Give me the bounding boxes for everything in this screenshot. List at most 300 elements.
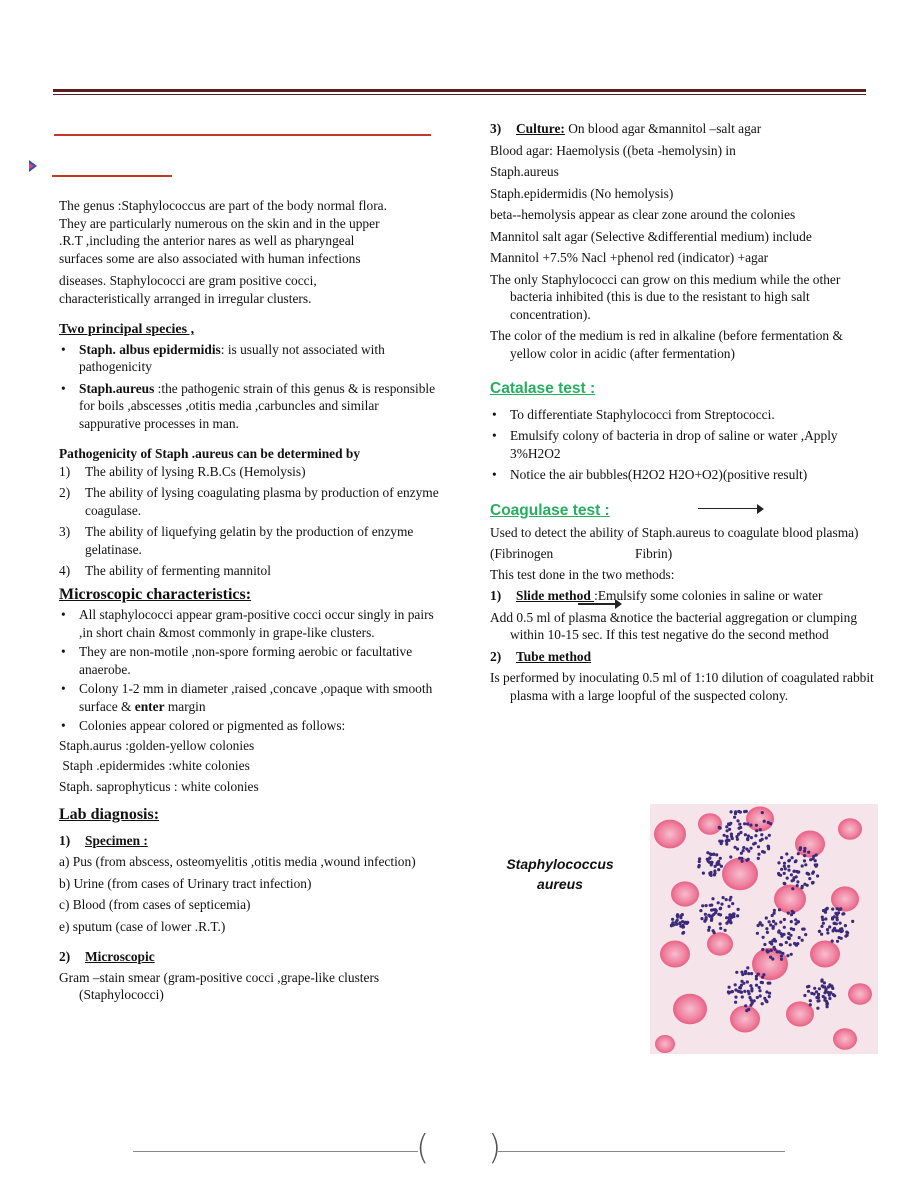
coccus bbox=[681, 932, 684, 935]
coccus bbox=[722, 896, 725, 899]
coccus bbox=[744, 970, 747, 973]
coccus bbox=[742, 846, 745, 849]
coccus bbox=[807, 985, 810, 988]
coccus bbox=[728, 913, 731, 916]
list-item: • To differentiate Staphylococci from Streptococci. bbox=[490, 406, 880, 424]
coccus bbox=[812, 870, 815, 873]
coccus bbox=[730, 835, 733, 838]
list-item bbox=[59, 463, 443, 481]
page-bracket-left: ( bbox=[416, 1128, 430, 1168]
coccus bbox=[840, 930, 843, 933]
footer-line-left bbox=[133, 1151, 418, 1152]
coccus bbox=[747, 1008, 750, 1011]
coccus bbox=[763, 943, 766, 946]
coccus bbox=[679, 916, 682, 919]
coccus bbox=[809, 999, 812, 1002]
coccus bbox=[774, 940, 777, 943]
coccus bbox=[700, 917, 703, 920]
list-item bbox=[59, 680, 443, 715]
coccus bbox=[727, 990, 730, 993]
coccus bbox=[807, 990, 810, 993]
coccus bbox=[780, 955, 783, 958]
coccus bbox=[728, 916, 731, 919]
coccus bbox=[771, 914, 774, 917]
slide-method-text: :Emulsify some colonies in saline or water bbox=[594, 588, 823, 603]
coccus bbox=[717, 868, 720, 871]
coccus bbox=[769, 956, 772, 959]
coccus bbox=[715, 853, 718, 856]
coccus bbox=[821, 978, 824, 981]
coccus bbox=[768, 982, 771, 985]
coccus bbox=[749, 824, 752, 827]
coccus bbox=[765, 927, 768, 930]
item-number: 1) bbox=[59, 832, 71, 848]
list-item bbox=[59, 380, 443, 433]
coccus bbox=[741, 860, 744, 863]
item-number: 2) bbox=[59, 485, 71, 500]
coccus bbox=[828, 983, 831, 986]
microscopic-list bbox=[59, 606, 443, 735]
coccus bbox=[734, 996, 737, 999]
coccus bbox=[758, 986, 761, 989]
coccus bbox=[773, 909, 776, 912]
coccus bbox=[780, 958, 783, 961]
coccus bbox=[740, 857, 743, 860]
coccus bbox=[698, 860, 701, 863]
intro-line: They are particularly numerous on the skin and in the upper bbox=[59, 215, 380, 231]
coccus bbox=[815, 863, 818, 866]
pathogenicity-list bbox=[59, 463, 443, 580]
coccus bbox=[780, 868, 783, 871]
coccus bbox=[738, 827, 741, 830]
coccus bbox=[770, 949, 773, 952]
tube-method-heading: Tube method bbox=[516, 648, 592, 664]
species-text: : is usually not associated with pathogenicity bbox=[79, 341, 385, 374]
coccus bbox=[736, 838, 739, 841]
slide-method-line bbox=[490, 587, 880, 605]
coccus bbox=[804, 933, 807, 936]
tube-method-line bbox=[490, 648, 880, 666]
coccus bbox=[729, 921, 732, 924]
lab-diagnosis-heading: Lab diagnosis: bbox=[59, 806, 160, 823]
specimen-item: e) sputum (case of lower .R.T.) bbox=[59, 918, 226, 934]
coccus bbox=[737, 833, 740, 836]
coccus bbox=[710, 863, 713, 866]
coccus bbox=[787, 936, 790, 939]
red-cell bbox=[660, 941, 690, 968]
culture-paragraph: The color of the medium is red in alkaline (before fermentation & yellow color in acidic (after fermentation) bbox=[490, 328, 843, 361]
coccus bbox=[761, 1002, 764, 1005]
coccus bbox=[780, 856, 783, 859]
coccus bbox=[760, 981, 763, 984]
specimen-item: b) Urine (from cases of Urinary tract infection) bbox=[59, 875, 312, 891]
coccus bbox=[792, 878, 795, 881]
culture-heading-line bbox=[490, 120, 880, 138]
species-name: Staph.aureus bbox=[79, 380, 155, 396]
slide-method-paragraph: Add 0.5 ml of plasma &notice the bacterial aggregation or clumping within 10-15 sec. If this test negative do the second method bbox=[490, 609, 858, 642]
coccus bbox=[727, 839, 730, 842]
culture-paragraph: The only Staphylococci can grow on this medium while the other bacteria inhibited (this is due to the resistant to high salt concentration). bbox=[490, 271, 841, 322]
footer-line-right bbox=[498, 1151, 785, 1152]
coccus bbox=[779, 943, 782, 946]
coccus bbox=[707, 929, 710, 932]
coccus bbox=[782, 933, 785, 936]
coccus bbox=[816, 1007, 819, 1010]
coccus bbox=[766, 931, 769, 934]
coccus bbox=[783, 918, 786, 921]
coccus bbox=[795, 875, 798, 878]
coccus bbox=[792, 870, 795, 873]
intro-line: diseases. Staphylococci are gram positive cocci, bbox=[59, 273, 317, 288]
coccus bbox=[786, 877, 789, 880]
caption-line: Staphylococcus bbox=[506, 856, 614, 872]
coccus bbox=[709, 904, 712, 907]
coccus bbox=[747, 990, 750, 993]
item-text: The ability of fermenting mannitol bbox=[85, 563, 271, 578]
coccus bbox=[826, 1002, 829, 1005]
coccus bbox=[801, 939, 804, 942]
specimen-item: c) Blood (from cases of septicemia) bbox=[59, 897, 251, 912]
item-number: 4) bbox=[59, 563, 71, 578]
slide-method-heading: Slide method bbox=[516, 588, 595, 603]
coccus bbox=[817, 999, 820, 1002]
specimen-item: a) Pus (from abscess, osteomyelitis ,otitis media ,wound infection) bbox=[59, 854, 416, 869]
coccus bbox=[745, 848, 748, 851]
coccus bbox=[801, 864, 804, 867]
red-cell bbox=[746, 806, 774, 831]
coccus bbox=[709, 852, 712, 855]
coccus bbox=[724, 929, 727, 932]
coccus bbox=[821, 916, 824, 919]
coccus bbox=[770, 942, 773, 945]
coccus bbox=[768, 995, 771, 998]
coccus bbox=[681, 926, 684, 929]
coccus bbox=[717, 901, 720, 904]
coccus bbox=[765, 1000, 768, 1003]
coccus bbox=[732, 915, 735, 918]
coccus bbox=[778, 929, 781, 932]
coccus bbox=[728, 986, 731, 989]
coccus bbox=[763, 851, 766, 854]
coccus bbox=[744, 1004, 747, 1007]
coccus bbox=[757, 853, 760, 856]
coccus bbox=[761, 948, 764, 951]
coccus bbox=[787, 932, 790, 935]
coccus bbox=[803, 854, 806, 857]
coccus bbox=[828, 997, 831, 1000]
coccus bbox=[761, 811, 764, 814]
coccus bbox=[757, 857, 760, 860]
coccus bbox=[768, 834, 771, 837]
coccus bbox=[729, 855, 732, 858]
staphylococcus-micrograph bbox=[650, 804, 878, 1054]
coccus bbox=[720, 903, 723, 906]
coccus bbox=[826, 907, 829, 910]
item-text: The ability of lysing coagulating plasma by production of enzyme coagulase. bbox=[85, 485, 439, 518]
coccus bbox=[749, 984, 752, 987]
coccus bbox=[742, 849, 745, 852]
bold-word: enter bbox=[134, 698, 165, 714]
coccus bbox=[746, 966, 749, 969]
list-item bbox=[59, 523, 443, 558]
red-cell bbox=[848, 983, 872, 1005]
coccus bbox=[831, 987, 834, 990]
intro-line: characteristically arranged in irregular clusters. bbox=[59, 290, 312, 306]
coccus bbox=[836, 918, 839, 921]
coccus bbox=[837, 911, 840, 914]
coccus bbox=[719, 907, 722, 910]
coccus bbox=[803, 850, 806, 853]
red-cell bbox=[698, 813, 722, 835]
coccus bbox=[809, 1003, 812, 1006]
coccus bbox=[723, 834, 726, 837]
coccus bbox=[783, 865, 786, 868]
coccus bbox=[790, 953, 793, 956]
coccus bbox=[796, 884, 799, 887]
red-cell bbox=[655, 1035, 675, 1053]
coccus bbox=[844, 924, 847, 927]
item-text: The ability of liquefying gelatin by the production of enzyme gelatinase. bbox=[85, 524, 414, 557]
coccus bbox=[851, 920, 854, 923]
coagulase-heading bbox=[490, 502, 880, 520]
coccus bbox=[703, 920, 706, 923]
coccus bbox=[844, 935, 847, 938]
coccus bbox=[739, 986, 742, 989]
coccus bbox=[742, 982, 745, 985]
coccus bbox=[739, 811, 742, 814]
coccus bbox=[777, 861, 780, 864]
coccus bbox=[836, 907, 839, 910]
coccus bbox=[774, 922, 777, 925]
coccus bbox=[738, 823, 741, 826]
item-text: Colony 1-2 mm in diameter ,raised ,concave ,opaque with smooth surface & bbox=[79, 681, 433, 714]
species-text: :the pathogenic strain of this genus & is responsible for boils ,abscesses ,otitis media ,carbuncles and similar sappurative processes in man. bbox=[79, 380, 436, 431]
coccus bbox=[813, 987, 816, 990]
coccus bbox=[731, 990, 734, 993]
coccus bbox=[763, 997, 766, 1000]
coccus bbox=[671, 918, 674, 921]
coccus bbox=[725, 916, 728, 919]
coccus bbox=[824, 911, 827, 914]
coccus bbox=[708, 926, 711, 929]
image-caption bbox=[495, 854, 625, 894]
coccus bbox=[767, 845, 770, 848]
coccus bbox=[757, 845, 760, 848]
item-number: 2) bbox=[59, 949, 71, 964]
coccus bbox=[820, 933, 823, 936]
intro-line: The genus :Staphylococcus are part of the body normal flora. bbox=[59, 198, 387, 213]
colony-line: Staph. saprophyticus : white colonies bbox=[59, 778, 259, 794]
coccus bbox=[726, 835, 729, 838]
coccus bbox=[719, 927, 722, 930]
coccus bbox=[806, 884, 809, 887]
pathogenicity-heading: Pathogenicity of Staph .aureus can be determined by bbox=[59, 446, 361, 461]
coccus bbox=[818, 987, 821, 990]
species-name: Staph. albus epidermidis bbox=[79, 341, 221, 357]
coccus bbox=[783, 882, 786, 885]
culture-line: Staph.aureus bbox=[490, 164, 559, 179]
coccus bbox=[719, 922, 722, 925]
coccus bbox=[779, 951, 782, 954]
coccus bbox=[826, 928, 829, 931]
coccus bbox=[815, 990, 818, 993]
microscopic-text: Gram –stain smear (gram-positive cocci ,grape-like clusters (Staphylococci) bbox=[59, 969, 380, 1002]
coccus bbox=[748, 996, 751, 999]
coccus bbox=[790, 920, 793, 923]
coccus bbox=[787, 865, 790, 868]
microscopic-characteristics-heading: Microscopic characteristics: bbox=[59, 585, 252, 603]
coccus bbox=[720, 865, 723, 868]
coccus bbox=[765, 916, 768, 919]
coccus bbox=[705, 904, 708, 907]
list-item bbox=[59, 562, 443, 580]
coccus bbox=[787, 869, 790, 872]
specimen-heading: Specimen : bbox=[85, 832, 148, 848]
coccus bbox=[783, 862, 786, 865]
coccus bbox=[681, 913, 684, 916]
fibrinogen-line bbox=[490, 545, 880, 563]
coccus bbox=[712, 929, 715, 932]
coccus bbox=[725, 898, 728, 901]
coccus bbox=[831, 940, 834, 943]
heading-underline bbox=[52, 175, 172, 177]
coccus bbox=[787, 912, 790, 915]
caption-line: aureus bbox=[537, 876, 583, 892]
list-item bbox=[59, 484, 443, 519]
coccus bbox=[772, 925, 775, 928]
reaction-arrow-icon bbox=[698, 508, 762, 509]
coccus bbox=[778, 908, 781, 911]
coagulase-heading-text: Coagulase test : bbox=[490, 501, 610, 519]
coccus bbox=[840, 937, 843, 940]
coccus bbox=[697, 865, 700, 868]
coccus bbox=[841, 912, 844, 915]
coccus bbox=[747, 834, 750, 837]
coccus bbox=[785, 852, 788, 855]
list-item: • They are non-motile ,non-spore forming aerobic or facultative anaerobe. bbox=[59, 643, 443, 678]
item-number: 1) bbox=[490, 588, 502, 603]
reaction-arrow-icon bbox=[578, 603, 620, 605]
microscopic-heading: Microscopic bbox=[85, 949, 155, 964]
coccus bbox=[717, 860, 720, 863]
specimen-heading-line bbox=[59, 832, 443, 850]
coccus bbox=[827, 991, 830, 994]
intro-paragraph bbox=[59, 197, 443, 307]
coccus bbox=[766, 949, 769, 952]
culture-text: On blood agar &mannitol –salt agar bbox=[564, 121, 762, 136]
coccus bbox=[726, 829, 729, 832]
coccus bbox=[796, 942, 799, 945]
arrow-bullet-icon bbox=[26, 159, 40, 173]
coccus bbox=[743, 810, 746, 813]
coccus bbox=[670, 924, 673, 927]
coccus bbox=[718, 826, 721, 829]
coccus bbox=[811, 881, 814, 884]
tube-method-paragraph: Is performed by inoculating 0.5 ml of 1:10 dilution of coagulated rabbit plasma with a large loopful of the suspected colony. bbox=[490, 670, 874, 703]
coccus bbox=[750, 972, 753, 975]
red-cell bbox=[730, 1006, 760, 1033]
coccus bbox=[756, 932, 759, 935]
coccus bbox=[712, 913, 715, 916]
coccus bbox=[789, 943, 792, 946]
coccus bbox=[750, 836, 753, 839]
right-column bbox=[490, 120, 880, 704]
coccus bbox=[808, 877, 811, 880]
coccus bbox=[817, 996, 820, 999]
coccus bbox=[783, 872, 786, 875]
coccus bbox=[755, 984, 758, 987]
coccus bbox=[824, 997, 827, 1000]
coccus bbox=[779, 921, 782, 924]
item-number: 3) bbox=[59, 524, 71, 539]
coccus bbox=[797, 920, 800, 923]
coccus bbox=[795, 870, 798, 873]
coccus bbox=[833, 994, 836, 997]
culture-heading: Culture: bbox=[516, 121, 565, 136]
header-rule-thin bbox=[53, 94, 866, 95]
coccus bbox=[743, 822, 746, 825]
coccus bbox=[779, 874, 782, 877]
coccus bbox=[727, 822, 730, 825]
coccus bbox=[803, 928, 806, 931]
culture-line: Mannitol salt agar (Selective &differential medium) include bbox=[490, 228, 812, 244]
methods-line: This test done in the two methods: bbox=[490, 566, 675, 582]
red-cell bbox=[831, 886, 859, 911]
red-cell bbox=[654, 820, 686, 849]
coccus bbox=[765, 836, 768, 839]
coccus bbox=[734, 1001, 737, 1004]
species-heading: Two principal species , bbox=[59, 322, 195, 337]
microscopic-heading-line bbox=[59, 948, 443, 966]
fibrin-text: Fibrin) bbox=[635, 545, 673, 561]
intro-line: surfaces some are also associated with human infections bbox=[59, 250, 361, 266]
coccus bbox=[758, 989, 761, 992]
coccus bbox=[719, 913, 722, 916]
item-text: The ability of lysing R.B.Cs (Hemolysis) bbox=[85, 463, 306, 479]
coccus bbox=[757, 973, 760, 976]
coccus bbox=[804, 863, 807, 866]
coagulase-intro: Used to detect the ability of Staph.aureus to coagulate blood plasma) bbox=[490, 525, 859, 540]
red-cell bbox=[833, 1028, 857, 1050]
coccus bbox=[755, 824, 758, 827]
coccus bbox=[733, 816, 736, 819]
coccus bbox=[719, 857, 722, 860]
coccus bbox=[759, 994, 762, 997]
coccus bbox=[828, 925, 831, 928]
coccus bbox=[738, 990, 741, 993]
coccus bbox=[824, 917, 827, 920]
coccus bbox=[759, 828, 762, 831]
coccus bbox=[750, 987, 753, 990]
coccus bbox=[786, 954, 789, 957]
coccus bbox=[760, 833, 763, 836]
coccus bbox=[743, 990, 746, 993]
culture-line: beta--hemolysis appear as clear zone around the colonies bbox=[490, 207, 796, 222]
coccus bbox=[788, 859, 791, 862]
coccus bbox=[792, 928, 795, 931]
red-cell bbox=[838, 818, 862, 840]
coccus bbox=[832, 929, 835, 932]
coccus bbox=[740, 971, 743, 974]
red-cell bbox=[810, 941, 840, 968]
coccus bbox=[820, 925, 823, 928]
coccus bbox=[785, 941, 788, 944]
coccus bbox=[734, 810, 737, 813]
coccus bbox=[747, 858, 750, 861]
coccus bbox=[798, 936, 801, 939]
coccus bbox=[763, 820, 766, 823]
coccus bbox=[720, 840, 723, 843]
